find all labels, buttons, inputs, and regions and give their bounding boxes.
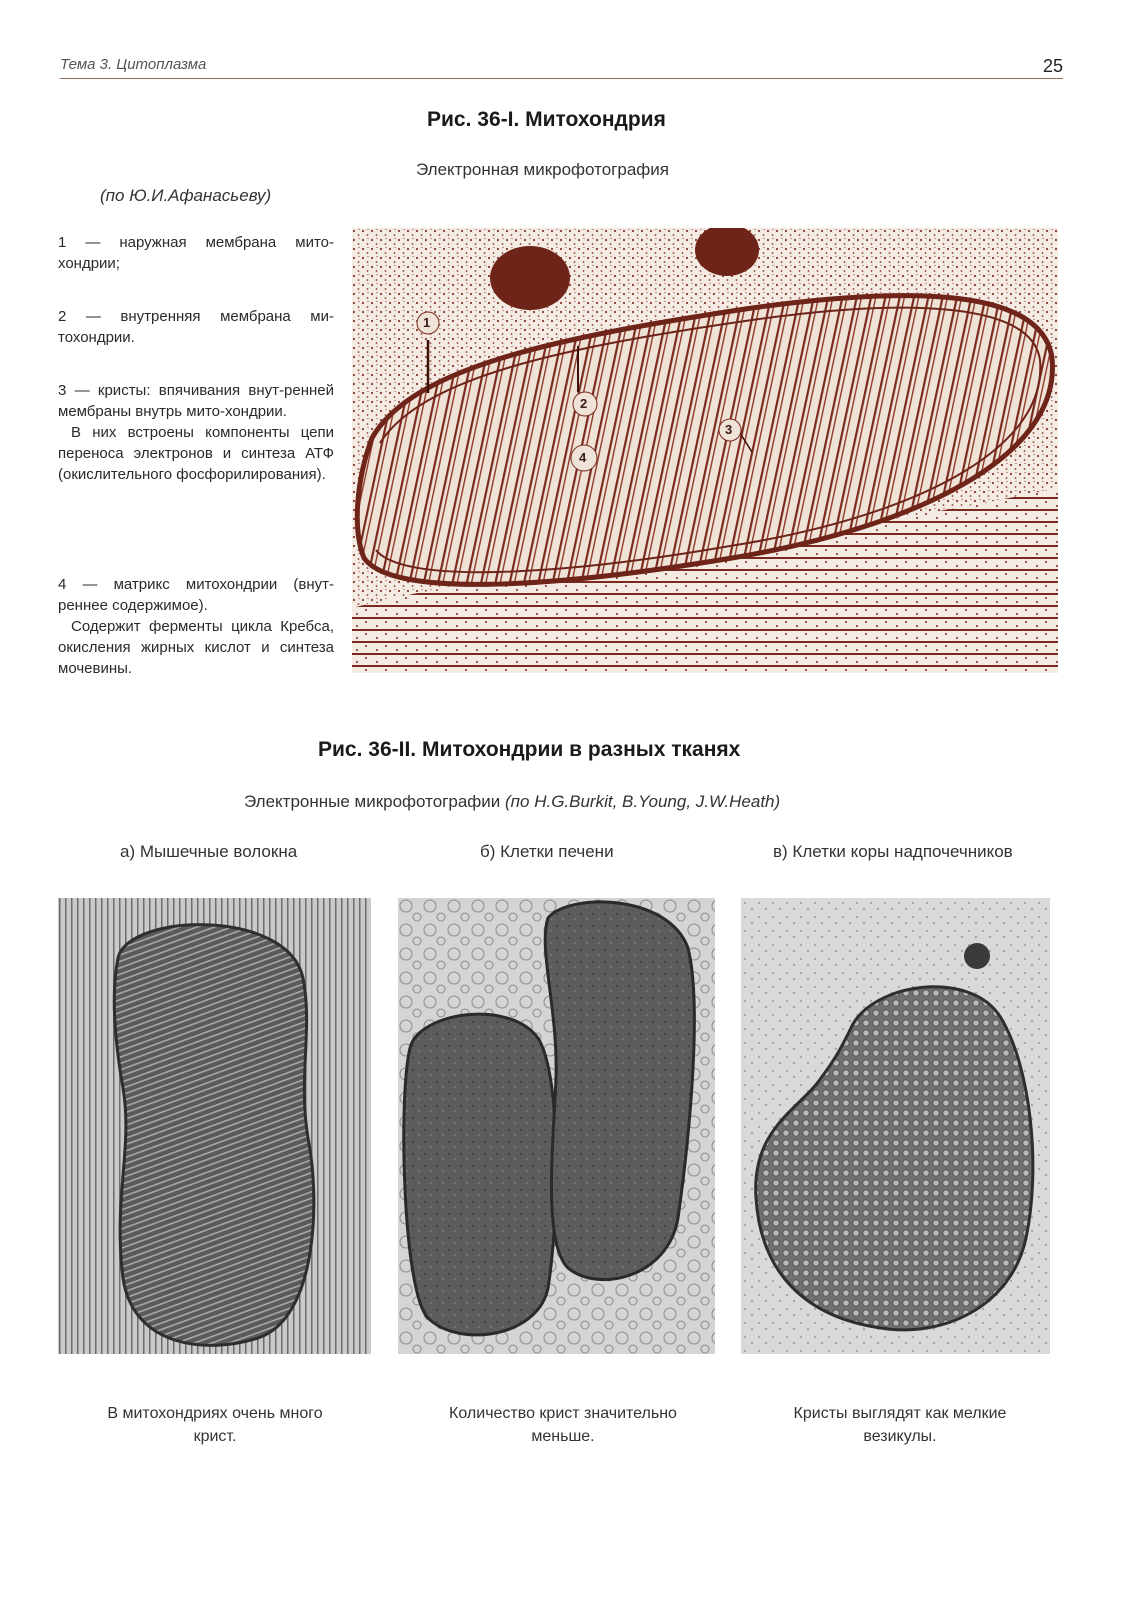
panel-label-liver: б) Клетки печени: [480, 842, 614, 861]
figure2-title: Рис. 36-II. Митохондрии в разных тканях: [318, 738, 741, 761]
label-inner-membrane: 2: [580, 396, 588, 411]
header-rule: [60, 78, 1063, 79]
label-outer-membrane: 1: [423, 315, 431, 330]
legend-note: Содержит ферменты цикла Кребса, окисления жирных кислот и синтеза мочевины.: [58, 618, 334, 677]
liver-drawing: [398, 898, 715, 1354]
mitochondrion-micrograph: [352, 228, 1058, 673]
figure2-subtitle: [244, 792, 780, 812]
legend-item-4: [58, 574, 334, 679]
micrograph-liver: [398, 898, 715, 1354]
adrenal-drawing: [741, 898, 1050, 1354]
legend-item-1: [58, 232, 334, 274]
running-header: Тема 3. Цитоплазма: [60, 56, 207, 73]
caption-adrenal: Кристы выглядят как мелкие везикулы.: [793, 1405, 1007, 1445]
legend-text: 3 — кристы: впячивания внут-ренней мембраны внутрь мито-хондрии.: [58, 382, 334, 420]
label-cristae: 3: [725, 422, 733, 437]
legend-text: 4 — матрикс митохондрии (внут-реннее содержимое).: [58, 576, 334, 614]
figure2-credit: (по H.G.Burkit, B.Young, J.W.Heath): [505, 792, 781, 811]
micrograph-adrenal: [741, 898, 1050, 1354]
page-number: 25: [1042, 56, 1063, 76]
legend-note: В них встроены компоненты цепи переноса электронов и синтеза АТФ (окислительного фосфорилирования).: [58, 424, 334, 483]
panel-label-muscle: а) Мышечные волокна: [120, 842, 298, 861]
panel-label-adrenal: в) Клетки коры надпочечников: [773, 842, 1013, 861]
caption-muscle: В митохондриях очень много крист.: [107, 1405, 323, 1445]
figure1-title: Рис. 36-I. Митохондрия: [427, 108, 666, 131]
muscle-drawing: [58, 898, 371, 1354]
figure1-subtitle: Электронная микрофотография: [416, 160, 669, 179]
legend-text: 2 — внутренняя мембрана ми-тохондрии.: [58, 308, 334, 346]
legend-item-3: [58, 380, 334, 485]
caption-liver: Количество крист значительно меньше.: [449, 1405, 677, 1445]
legend-text: 1 — наружная мембрана мито-хондрии;: [58, 234, 334, 272]
legend-item-2: [58, 306, 334, 348]
figure2-subtitle-text: Электронные микрофотографии: [244, 792, 501, 811]
micrograph-muscle: [58, 898, 371, 1354]
label-matrix: 4: [579, 450, 587, 465]
figure1-credit: (по Ю.И.Афанасьеву): [100, 186, 272, 205]
micrograph-drawing: [352, 228, 1058, 673]
